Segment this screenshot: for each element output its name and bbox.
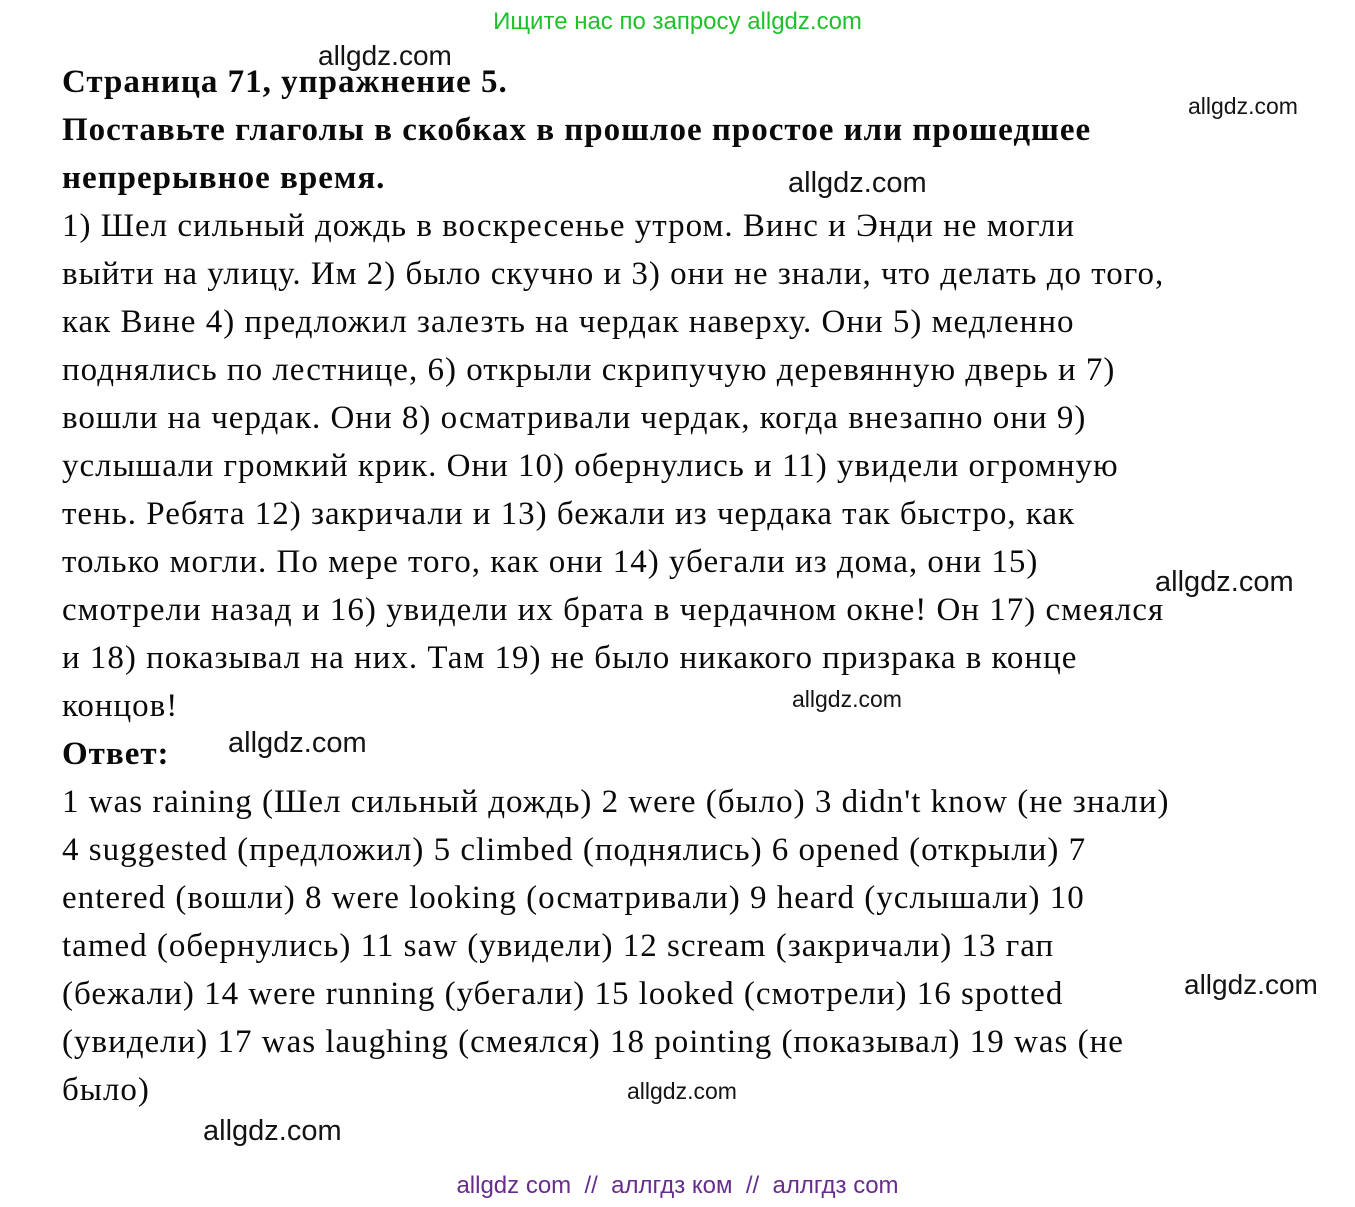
exercise-line: услышали громкий крик. Они 10) обернулись и 11) увидели огромную xyxy=(62,448,1119,484)
task-line: Поставьте глаголы в скобках в прошлое простое или прошедшее xyxy=(62,112,1092,148)
promo-banner: Ищите нас по запросу allgdz.com xyxy=(493,8,862,35)
answer-heading: Ответ: xyxy=(62,736,170,772)
exercise-line: вошли на чердак. Они 8) осматривали чердак, когда внезапно они 9) xyxy=(62,400,1087,436)
exercise-line: смотрели назад и 16) увидели их брата в чердачном окне! Он 17) смеялся xyxy=(62,592,1165,628)
text-column xyxy=(62,58,1170,1114)
exercise-line: концов! xyxy=(62,688,179,724)
exercise-line: 1) Шел сильный дождь в воскресенье утром. Винс и Энди не могли xyxy=(62,208,1076,244)
watermark: allgdz.com xyxy=(627,1078,737,1104)
exercise-line: как Вине 4) предложил залезть на чердак наверху. Они 5) медленно xyxy=(62,304,1075,340)
footer-text: allgdz com // аллгдз ком // аллгдз com xyxy=(456,1172,899,1199)
answer-line: было) xyxy=(62,1072,150,1108)
page-title: Страница 71, упражнение 5. xyxy=(62,64,508,100)
watermark: allgdz.com xyxy=(1184,969,1318,1000)
watermark: allgdz.com xyxy=(1155,566,1294,598)
task-line: непрерывное время. xyxy=(62,160,386,196)
watermark: allgdz.com xyxy=(788,167,927,199)
exercise-line: и 18) показывал на них. Там 19) не было никакого призрака в конце xyxy=(62,640,1078,676)
answer-line: (увидели) 17 was laughing (смеялся) 18 pointing (показывал) 19 was (не xyxy=(62,1024,1124,1060)
watermark: allgdz.com xyxy=(1188,93,1298,119)
watermark: allgdz.com xyxy=(203,1115,342,1147)
watermark: allgdz.com xyxy=(228,727,367,759)
exercise-line: тень. Ребята 12) закричали и 13) бежали из чердака так быстро, как xyxy=(62,496,1076,532)
exercise-line: поднялись по лестнице, 6) открыли скрипучую деревянную дверь и 7) xyxy=(62,352,1116,388)
exercise-line: только могли. По мере того, как они 14) убегали из дома, они 15) xyxy=(62,544,1039,580)
exercise-line: выйти на улицу. Им 2) было скучно и 3) они не знали, что делать до того, xyxy=(62,256,1165,292)
watermark: allgdz.com xyxy=(318,40,452,71)
answer-line: tamed (обернулись) 11 saw (увидели) 12 scream (закричали) 13 гап xyxy=(62,928,1055,964)
watermark: allgdz.com xyxy=(792,686,902,712)
answer-line: (бежали) 14 were running (убегали) 15 looked (смотрели) 16 spotted xyxy=(62,976,1064,1012)
answer-line: 4 suggested (предложил) 5 climbed (поднялись) 6 opened (открыли) 7 xyxy=(62,832,1087,868)
answer-line: entered (вошли) 8 were looking (осматривали) 9 heard (услышали) 10 xyxy=(62,880,1085,916)
answer-line: 1 was raining (Шел сильный дождь) 2 were (было) 3 didn't know (не знали) xyxy=(62,784,1170,820)
